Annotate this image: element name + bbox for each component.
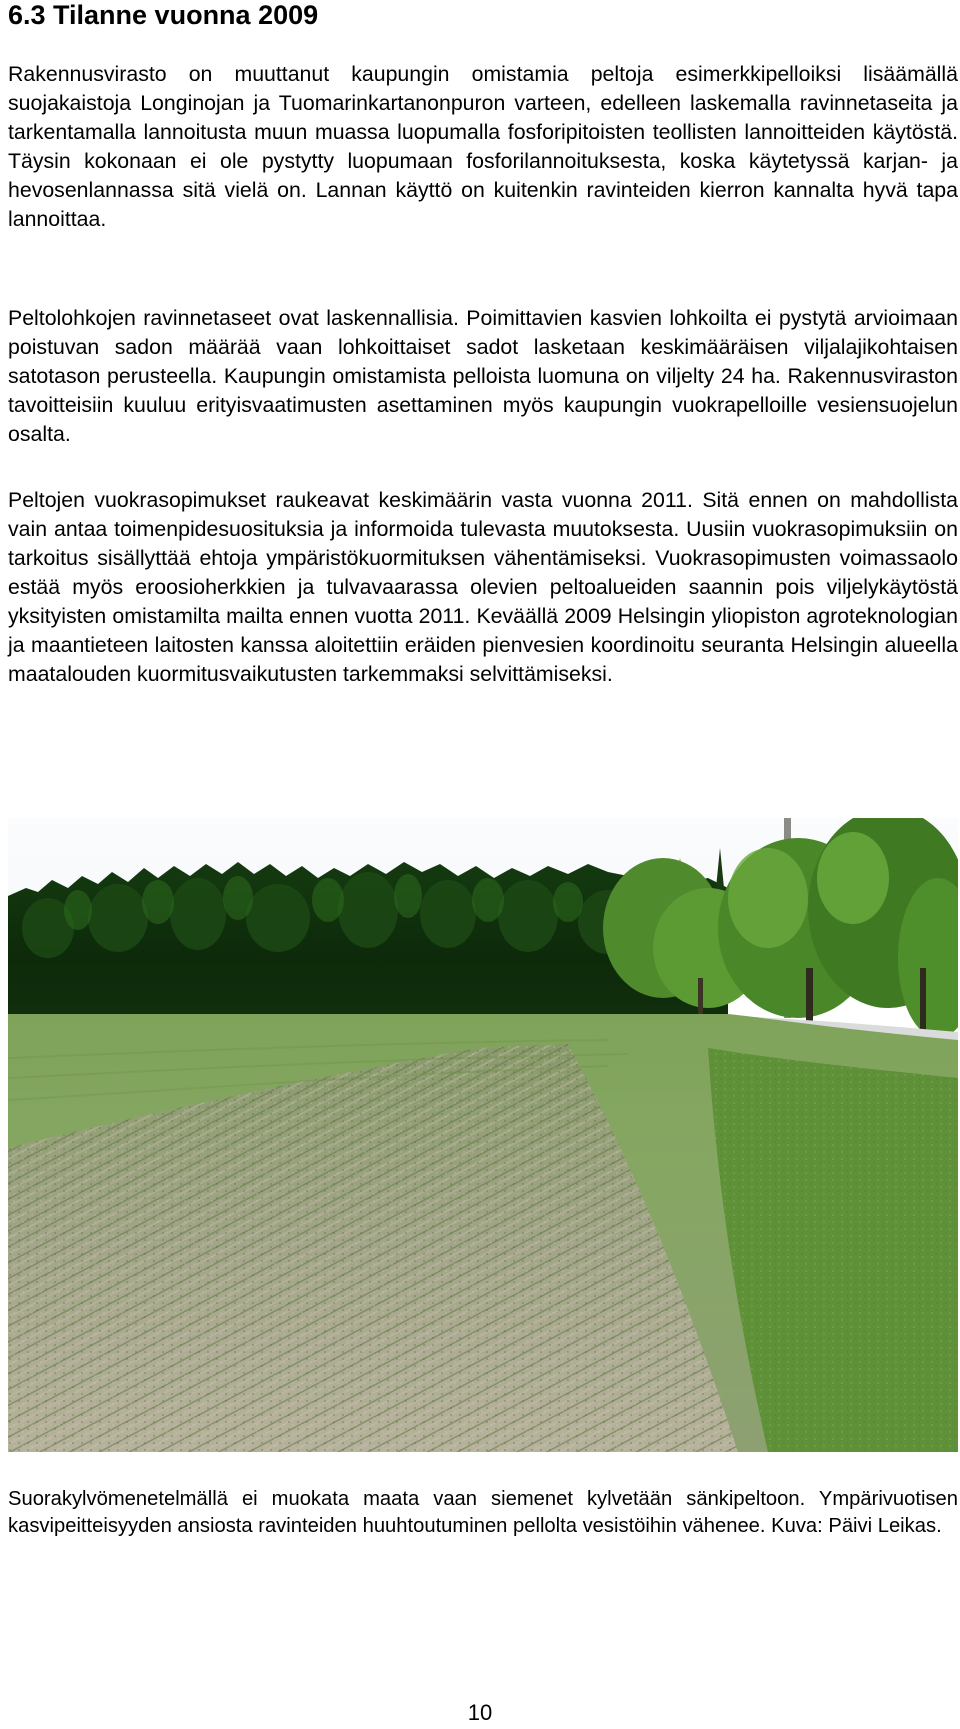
body-paragraph-3: Peltojen vuokrasopimukset raukeavat keskimäärin vasta vuonna 2011. Sitä ennen on mahdollista vain antaa toimenpidesuosituksia ja informoida tulevasta muutoksesta. Uusiin vuokrasopimuksiin on tarkoitus sisällyttää ehtoja ympäristökuormituksen vähentämiseksi. Vuokrasopimusten voimassaolo estää myös eroosioherkkien ja tulvavaarassa olevien peltoalueiden saannin pois viljelykäytöstä yksityisten omistamilta mailta ennen vuotta 2011. Keväällä 2009 Helsingin yliopiston agroteknologian ja maantieteen laitosten kanssa aloitettiin eräiden pienvesien koordinoitu seuranta Helsingin alueella maatalouden kuormitusvaikutusten tarkemmaksi selvittämiseksi. — [8, 488, 958, 686]
page-number: 10 — [467, 1700, 493, 1725]
section-heading: 6.3 Tilanne vuonna 2009 — [8, 0, 319, 30]
body-paragraph-1: Rakennusvirasto on muuttanut kaupungin omistamia peltoja esimerkkipelloiksi lisäämällä suojakaistoja Longinojan ja Tuomarinkartanonpuron varteen, edelleen laskemalla ravinnetaseita ja tarkentamalla lannoitusta muun muassa luopumalla fosforipitoisten teollisten lannoitteiden käytöstä. Täysin kokonaan ei ole pystytty luopumaan fosforilannoituksesta, koska käytetyssä karjan- ja hevosenlannassa sitä vielä on. Lannan käyttö on kuitenkin ravinteiden kierron kannalta hyvä tapa lannoittaa. — [8, 62, 958, 231]
field-photo — [8, 818, 958, 1452]
figure-caption: Suorakylvömenetelmällä ei muokata maata vaan siemenet kylvetään sänkipeltoon. Ympärivuotisen kasvipeitteisyyden ansiosta ravinteiden huuhtoutuminen pellolta vesistöihin vähenee. Kuva: Päivi Leikas. — [8, 1488, 958, 1537]
body-paragraph-2: Peltolohkojen ravinnetaseet ovat laskennallisia. Poimittavien kasvien lohkoilta ei pystytä arvioimaan poistuvan sadon määrää vaan lohkoittaiset sadot lasketaan keskimääräisen viljalajikohtaisen satotason perusteella. Kaupungin omistamista pelloista luomuna on viljelty 24 ha. Rakennusviraston tavoitteisiin kuuluu erityisvaatimusten asettaminen myös kaupungin vuokrapelloille vesiensuojelun osalta. — [8, 306, 958, 446]
